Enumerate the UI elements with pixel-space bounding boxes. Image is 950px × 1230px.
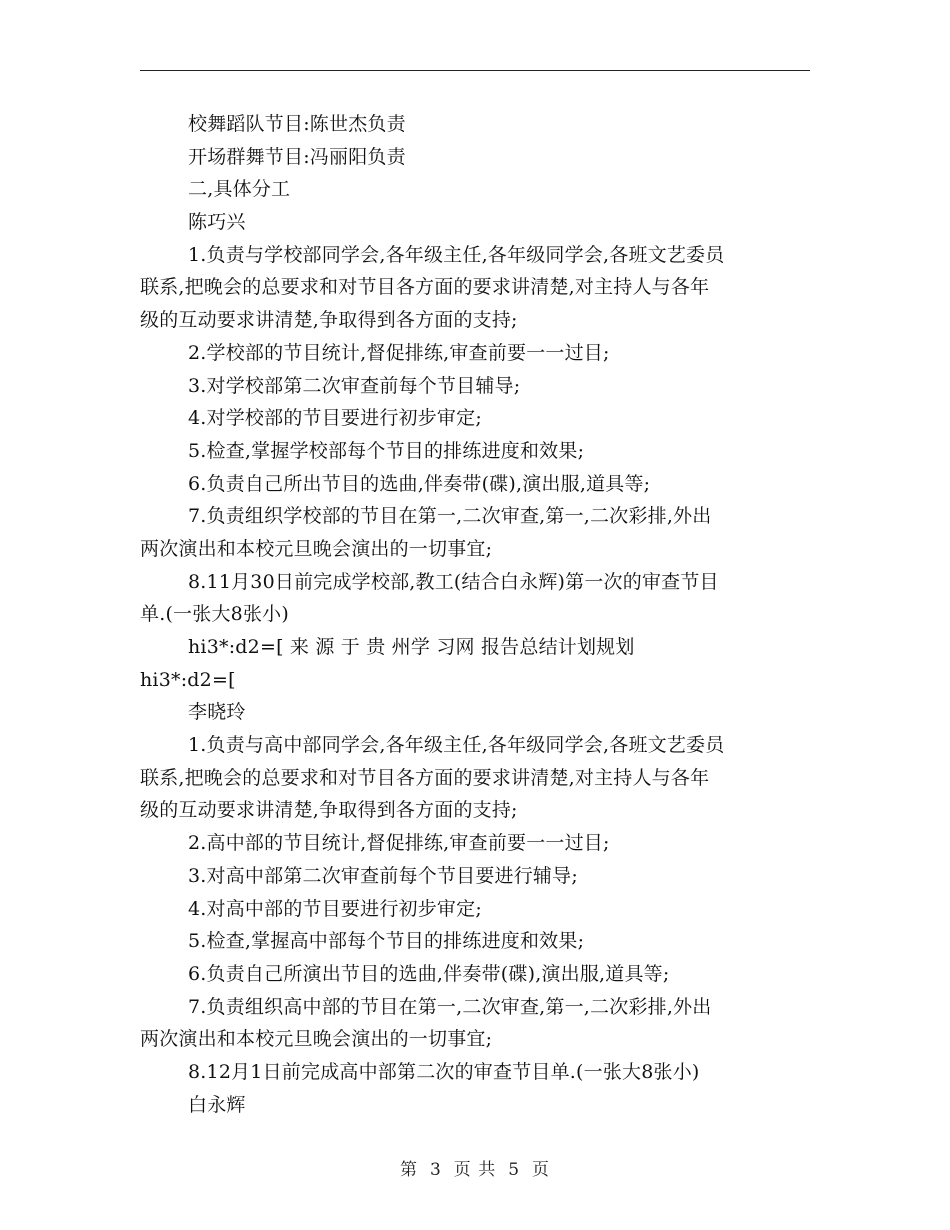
- text-line: 1.负责与学校部同学会,各年级主任,各年级同学会,各班文艺委员: [188, 243, 725, 266]
- text-line: 级的互动要求讲清楚,争取得到各方面的支持;: [140, 309, 518, 332]
- text-line: 陈巧兴: [188, 211, 246, 234]
- text-line: hi3*:d2=[ 来 源 于 贵 州学 习网 报告总结计划规划: [188, 636, 635, 658]
- text-line: 1.负责与高中部同学会,各年级主任,各年级同学会,各班文艺委员: [188, 734, 725, 757]
- text-line: 6.负责自己所演出节目的选曲,伴奏带(碟),演出服,道具等;: [188, 962, 670, 985]
- text-line: 白永辉: [188, 1093, 246, 1116]
- text-line: 联系,把晚会的总要求和对节目各方面的要求讲清楚,对主持人与各年: [140, 766, 710, 789]
- document-body: [140, 108, 810, 1121]
- text-line: 5.检查,掌握学校部每个节目的排练进度和效果;: [188, 439, 585, 462]
- text-line: 7.负责组织学校部的节目在第一,二次审查,第一,二次彩排,外出: [188, 505, 712, 528]
- text-line: 二,具体分工: [188, 178, 291, 201]
- text-line: hi3*:d2=[: [140, 668, 236, 691]
- text-line: 2.高中部的节目统计,督促排练,审查前要一一过目;: [188, 832, 610, 855]
- text-line: 8.12月1日前完成高中部第二次的审查节目单.(一张大8张小): [188, 1060, 700, 1083]
- text-line: 校舞蹈队节目:陈世杰负责: [188, 113, 406, 135]
- text-line: 6.负责自己所出节目的选曲,伴奏带(碟),演出服,道具等;: [188, 472, 651, 495]
- text-line: 8.11月30日前完成学校部,教工(结合白永辉)第一次的审查节目: [188, 570, 719, 593]
- text-line: 4.对高中部的节目要进行初步审定;: [188, 897, 482, 920]
- header-rule: [140, 70, 810, 71]
- text-line: 两次演出和本校元旦晚会演出的一切事宜;: [140, 537, 493, 560]
- footer-middle: 页 共: [453, 1160, 497, 1180]
- text-line: 联系,把晚会的总要求和对节目各方面的要求讲清楚,对主持人与各年: [140, 276, 710, 299]
- text-line: 2.学校部的节目统计,督促排练,审查前要一一过目;: [188, 341, 610, 364]
- text-line: 开场群舞节目:冯丽阳负责: [188, 145, 406, 168]
- footer-page-number: 3: [429, 1160, 442, 1180]
- text-line: 单.(一张大8张小): [140, 603, 289, 626]
- text-line: 3.对学校部第二次审查前每个节目辅导;: [188, 374, 521, 397]
- text-line: 4.对学校部的节目要进行初步审定;: [188, 407, 482, 430]
- page-footer: [0, 1155, 950, 1180]
- footer-total-pages: 5: [508, 1160, 521, 1180]
- footer-prefix: 第: [399, 1160, 418, 1180]
- text-line: 3.对高中部第二次审查前每个节目要进行辅导;: [188, 864, 578, 887]
- text-line: 级的互动要求讲清楚,争取得到各方面的支持;: [140, 799, 518, 822]
- footer-suffix: 页: [532, 1160, 551, 1180]
- text-line: 李晓玲: [188, 701, 246, 724]
- text-line: 两次演出和本校元旦晚会演出的一切事宜;: [140, 1028, 493, 1051]
- text-line: 7.负责组织高中部的节目在第一,二次审查,第一,二次彩排,外出: [188, 995, 712, 1018]
- text-line: 5.检查,掌握高中部每个节目的排练进度和效果;: [188, 930, 585, 953]
